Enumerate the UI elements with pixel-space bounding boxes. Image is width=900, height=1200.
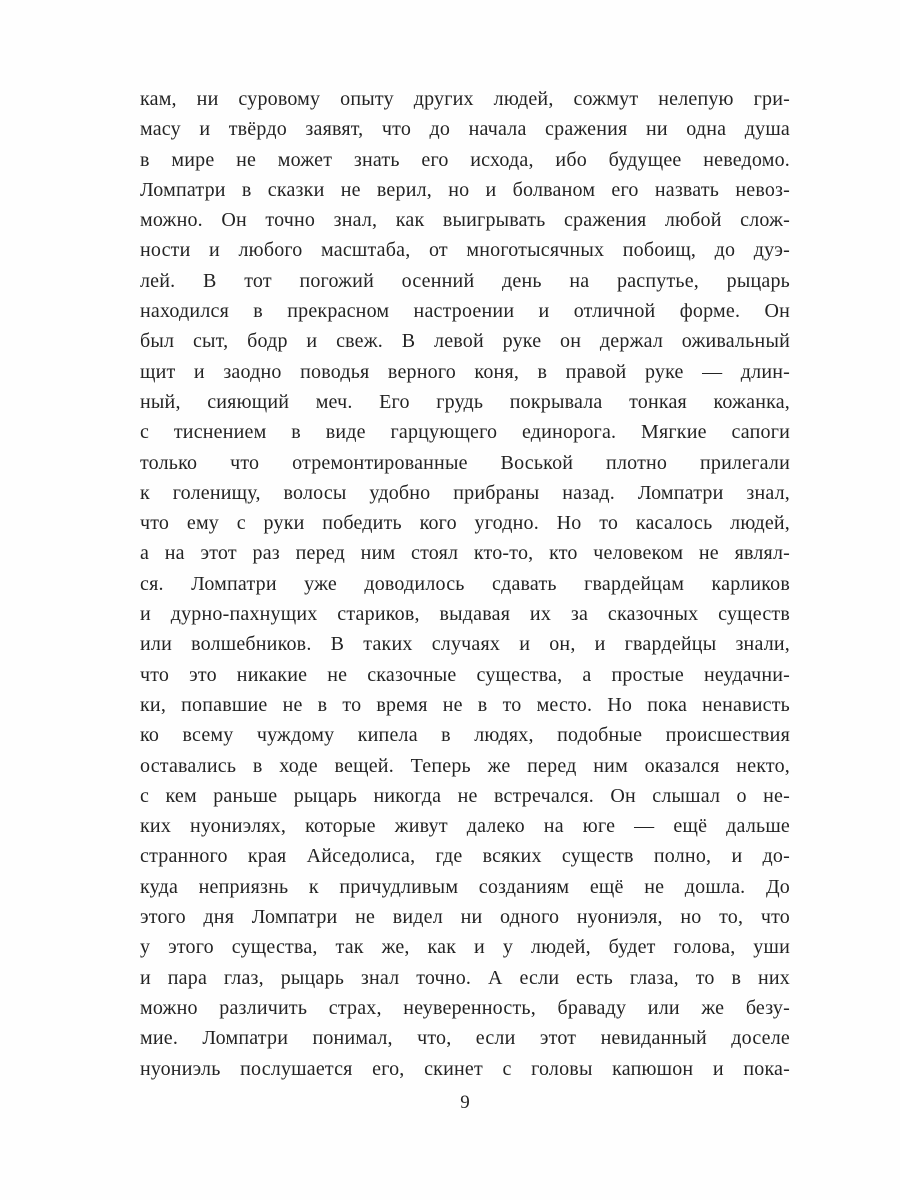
text-line: был сыт, бодр и свеж. В левой руке он держал оживальный	[140, 330, 790, 353]
text-line: щит и заодно поводья верного коня, в правой руке — длин-	[140, 360, 790, 383]
text-line: мие. Ломпатри понимал, что, если этот невиданный доселе	[140, 1027, 790, 1050]
text-line: у этого существа, так же, как и у людей, будет голова, уши	[140, 936, 790, 959]
text-line: можно. Он точно знал, как выигрывать сражения любой слож-	[140, 209, 790, 232]
text-line: ся. Ломпатри уже доводилось сдавать гвардейцам карликов	[140, 572, 790, 595]
text-line: ко всему чуждому кипела в людях, подобные происшествия	[140, 724, 790, 747]
text-line: к голенищу, волосы удобно прибраны назад. Ломпатри знал,	[140, 481, 790, 504]
text-line: масу и твёрдо заявят, что до начала сражения ни одна душа	[140, 118, 790, 141]
page-number: 9	[460, 1092, 470, 1113]
text-line: и пара глаз, рыцарь знал точно. А если есть глаза, то в них	[140, 966, 790, 989]
text-line: что ему с руки победить кого угодно. Но то касалось людей,	[140, 512, 790, 535]
text-line: ности и любого масштаба, от многотысячных побоищ, до дуэ-	[140, 239, 790, 262]
text-line: куда неприязнь к причудливым созданиям ещё не дошла. До	[140, 875, 790, 898]
text-line: Ломпатри в сказки не верил, но и болваном его назвать невоз-	[140, 178, 790, 201]
text-line: странного края Айседолиса, где всяких существ полно, и до-	[140, 845, 790, 868]
text-line: и дурно-пахнущих стариков, выдавая их за сказочных существ	[140, 603, 790, 626]
text-line: кам, ни суровому опыту других людей, сожмут нелепую гри-	[140, 88, 790, 110]
text-line: лей. В тот погожий осенний день на распутье, рыцарь	[140, 269, 790, 292]
text-line: ный, сияющий меч. Его грудь покрывала тонкая кожанка,	[140, 390, 790, 413]
text-line: можно различить страх, неуверенность, браваду или же безу-	[140, 996, 790, 1019]
text-line: или волшебников. В таких случаях и он, и гвардейцы знали,	[140, 633, 790, 656]
text-line: нуониэль послушается его, скинет с головы капюшон и пока-	[140, 1057, 790, 1080]
body-text	[140, 84, 790, 1084]
text-line: ких нуониэлях, которые живут далеко на юге — ещё дальше	[140, 815, 790, 838]
text-line: а на этот раз перед ним стоял кто-то, кто человеком не являл-	[140, 542, 790, 565]
text-line: в мире не может знать его исхода, ибо будущее неведомо.	[140, 148, 790, 171]
text-line: с кем раньше рыцарь никогда не встречался. Он слышал о не-	[140, 784, 790, 807]
text-line: находился в прекрасном настроении и отличной форме. Он	[140, 300, 790, 323]
text-line: только что отремонтированные Воськой плотно прилегали	[140, 451, 790, 474]
text-line: этого дня Ломпатри не видел ни одного нуониэля, но то, что	[140, 906, 790, 929]
text-line: с тиснением в виде гарцующего единорога. Мягкие сапоги	[140, 421, 790, 444]
text-line: оставались в ходе вещей. Теперь же перед ним оказался некто,	[140, 754, 790, 777]
text-line: ки, попавшие не в то время не в то место. Но пока ненависть	[140, 693, 790, 716]
text-line: что это никакие не сказочные существа, а простые неудачни-	[140, 663, 790, 686]
